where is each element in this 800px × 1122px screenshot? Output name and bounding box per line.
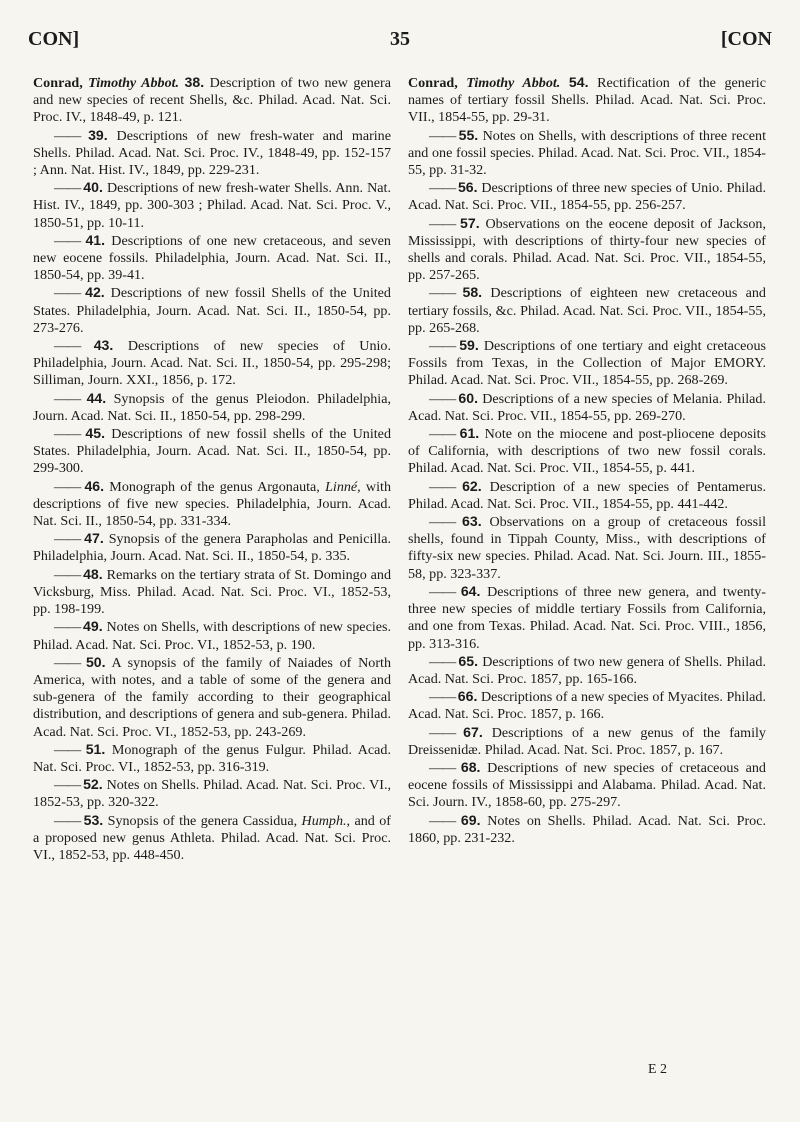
bibliography-entry <box>408 425 766 478</box>
bibliography-entry <box>33 654 391 741</box>
entry-italic: Linné <box>325 478 358 495</box>
entry-number: 61. <box>459 425 480 442</box>
bibliography-entry <box>408 653 766 688</box>
header-left: CON] <box>28 28 80 50</box>
entry-number: 60. <box>458 389 478 406</box>
entry-number: 69. <box>460 811 481 828</box>
header-right: [CON <box>720 28 772 50</box>
entry-number: 40. <box>83 179 103 196</box>
bibliography-entry <box>33 179 391 232</box>
entry-text: Observations on a group of cretaceous fossil shells, found in Tippah County, Miss., with descriptions of fifty-six new species. Philad. Acad. Nat. Sci. Journ. III., 1855-58, pp. 323-337. <box>408 514 766 582</box>
bibliography-entry <box>33 812 391 865</box>
entry-number: 67. <box>463 723 483 740</box>
ditto-dash: —— <box>429 426 460 443</box>
bibliography-entry <box>33 478 391 531</box>
entry-number: 64. <box>460 582 481 599</box>
entry-number: 52. <box>83 776 103 793</box>
ditto-dash: —— <box>54 478 85 495</box>
ditto-dash: —— <box>429 338 460 355</box>
ditto-dash: —— <box>429 390 459 407</box>
ditto-dash: —— <box>54 531 85 548</box>
ditto-dash: —— <box>429 583 461 600</box>
entry-text: Descriptions of a new species of Melania. Philad. Acad. Nat. Sci. Proc. VII., 1854-55, pp. 269-270. <box>408 390 766 424</box>
bibliography-entry <box>33 425 391 478</box>
ditto-dash: —— <box>429 127 459 144</box>
entry-number: 65. <box>458 652 478 669</box>
author-surname: Conrad, <box>33 75 83 91</box>
entry-text: Descriptions of new species of cretaceous and eocene fossils of Mississippi and Alabama. Philad. Acad. Nat. Sci. Journ. IV., 1858-60, pp. 275-297. <box>408 759 766 811</box>
bibliography-entry <box>408 127 766 180</box>
ditto-dash: —— <box>54 654 86 671</box>
entry-number: 66. <box>457 688 478 705</box>
entry-text: Rectification of the generic names of tertiary fossil Shells. Philad. Acad. Nat. Sci. Proc. VII., 1854-55, pp. 29-31. <box>408 75 766 126</box>
ditto-dash: —— <box>429 514 463 531</box>
entry-number: 53. <box>83 811 104 828</box>
entry-text: Descriptions of a new genus of the family Dreissenidæ. Philad. Acad. Nat. Sci. Proc. 1857, p. 167. <box>408 724 766 758</box>
entry-number: 38. <box>184 74 205 90</box>
entry-number: 54. <box>568 74 589 90</box>
entry-text: Descriptions of eighteen new cretaceous and tertiary fossils, &c. Philad. Acad. Nat. Sci. Proc. VII., 1854-55, pp. 265-268. <box>408 285 766 336</box>
author-name <box>408 75 560 91</box>
bibliography-entry <box>408 390 766 425</box>
entry-text: Observations on the eocene deposit of Jackson, Mississippi, with descriptions of thirty-four new species of shells and corals. Philad. Acad. Nat. Sci. Proc. VII., 1854-55, pp. 257-265. <box>408 215 766 284</box>
ditto-dash: —— <box>54 619 84 636</box>
right-column <box>408 74 766 847</box>
ditto-dash: —— <box>54 812 84 829</box>
entry-text: Descriptions of new fossil shells of the United States. Philadelphia, Journ. Acad. Nat. Sci. II., 1850-54, pp. 299-300. <box>33 426 391 477</box>
entry-text: Synopsis of the genera Parapholas and Penicilla. Philadelphia, Journ. Acad. Nat. Sci. II., 1850-54, p. 335. <box>33 531 391 565</box>
entry-number: 42. <box>85 284 105 301</box>
entry-text: Descriptions of three new species of Unio. Philad. Acad. Nat. Sci. Proc. VII., 1854-55, pp. 256-257. <box>408 180 766 214</box>
ditto-dash: —— <box>54 566 84 583</box>
entry-number: 44. <box>86 389 107 406</box>
entry-text: Descriptions of three new genera, and twenty-three new species of middle tertiary Fossils from California, and one from Texas. Philad. Acad. Nat. Sci. Proc. VIII., 1856, pp. 313-316. <box>408 583 766 652</box>
bibliography-entry <box>33 741 391 776</box>
bibliography-entry <box>408 513 766 583</box>
entry-number: 58. <box>462 284 483 301</box>
entry-text: Descriptions of a new species of Myacites. Philad. Acad. Nat. Sci. Proc. 1857, p. 166. <box>408 689 766 723</box>
ditto-dash: —— <box>429 180 458 197</box>
ditto-dash: —— <box>54 127 89 144</box>
entry-number: 62. <box>462 477 482 494</box>
ditto-dash: —— <box>54 180 84 197</box>
entry-number: 63. <box>462 513 482 530</box>
bibliography-entry <box>408 478 766 513</box>
entry-text: Description of two new genera and new species of recent Shells, &c. Philad. Acad. Nat. Sci. Proc. IV., 1848-49, p. 121. <box>33 75 391 126</box>
bibliography-entry <box>408 759 766 812</box>
entry-number: 56. <box>457 179 478 196</box>
entry-number: 55. <box>458 126 479 143</box>
entry-text: Descriptions of new fresh-water and marine Shells. Philad. Acad. Nat. Sci. Proc. IV., 1848-49, pp. 152-157 ; Ann. Nat. Hist. IV., 1849, pp. 229-231. <box>33 127 391 179</box>
bibliography-entry <box>33 776 391 811</box>
ditto-dash: —— <box>429 285 463 302</box>
entry-text: , and of a proposed new genus Athleta. Philad. Acad. Nat. Sci. Proc. VI., 1852-53, pp. 448-450. <box>33 812 391 863</box>
ditto-dash: —— <box>429 689 458 706</box>
entry-number: 43. <box>93 337 114 354</box>
bibliography-entry <box>408 337 766 390</box>
entry-text: Notes on Shells. Philad. Acad. Nat. Sci. Proc. 1860, pp. 231-232. <box>408 812 766 846</box>
bibliography-entry <box>408 284 766 337</box>
entry-text: Notes on Shells, with descriptions of three recent and one fossil species. Philad. Acad. Nat. Sci. Proc. VII., 1854-55, pp. 31-32. <box>408 127 766 179</box>
entry-number: 47. <box>84 530 104 547</box>
signature-mark: E 2 <box>648 1062 668 1077</box>
entry-text: Descriptions of one tertiary and eight cretaceous Fossils from Texas, in the Collection of Major EMORY. Philad. Acad. Nat. Sci. Proc. VII., 1854-55, pp. 268-269. <box>408 338 766 389</box>
entry-text: Synopsis of the genus Pleiodon. Philadelphia, Journ. Acad. Nat. Sci. II., 1850-54, pp. 298-299. <box>33 390 391 424</box>
entry-number: 57. <box>460 214 480 231</box>
author-name <box>33 75 179 91</box>
entry-number: 41. <box>85 231 106 248</box>
entry-text: A synopsis of the family of Naiades of North America, with notes, and a table of some of the genera and sub-genera of the family according to their geographical distribution, and descriptions of genera and sub-genera. Philad. Acad. Nat. Sci. Proc. VI., 1852-53, pp. 243-269. <box>33 654 392 740</box>
ditto-dash: —— <box>429 653 459 670</box>
ditto-dash: —— <box>429 812 461 829</box>
bibliography-entry <box>408 812 766 847</box>
ditto-dash: —— <box>54 285 86 302</box>
entry-text: Description of a new species of Pentamerus. Philad. Acad. Nat. Sci. Proc. VII., 1854-55, pp. 441-442. <box>408 478 766 512</box>
entry-number: 39. <box>88 126 108 143</box>
bibliography-entry <box>408 724 766 759</box>
entry-text: Monograph of the genus Fulgur. Philad. Acad. Nat. Sci. Proc. VI., 1852-53, pp. 316-319. <box>33 741 391 775</box>
entry-number: 49. <box>83 618 103 635</box>
entry-text: Descriptions of new fresh-water Shells. Ann. Nat. Hist. IV., 1849, pp. 300-303 ; Philad. Acad. Nat. Sci. Proc. V., 1850-51, pp. 10-11. <box>33 180 391 231</box>
entry-number: 68. <box>460 758 481 775</box>
ditto-dash: —— <box>429 724 464 741</box>
entry-text: Descriptions of one new cretaceous, and seven new eocene fossils. Philadelphia, Journ. Acad. Nat. Sci. II., 1850-54, pp. 39-41. <box>33 232 391 284</box>
ditto-dash: —— <box>54 777 84 794</box>
bibliography-entry <box>408 179 766 214</box>
entry-number: 46. <box>84 477 105 494</box>
entry-text: Notes on Shells. Philad. Acad. Nat. Sci. Proc. VI., 1852-53, pp. 320-322. <box>33 777 392 811</box>
bibliography-entry <box>408 688 766 723</box>
entry-number: 51. <box>85 740 106 757</box>
bibliography-entry <box>408 583 766 653</box>
ditto-dash: —— <box>429 215 461 232</box>
bibliography-entry <box>33 530 391 565</box>
bibliography-entry <box>33 566 391 619</box>
bibliography-entry <box>33 284 391 337</box>
entry-text-before: Synopsis of the genera Cassidua, <box>107 812 302 829</box>
entry-number: 59. <box>459 337 479 354</box>
bibliography-entry <box>408 215 766 285</box>
entry-number: 45. <box>85 425 105 442</box>
author-given: Timothy Abbot. <box>88 75 180 91</box>
ditto-dash: —— <box>429 478 463 495</box>
entry-text: Descriptions of new species of Unio. Philadelphia, Journ. Acad. Nat. Sci. II., 1850-54, pp. 295-298; Silliman, Journ. XXI., 1856, p. 172. <box>33 338 391 389</box>
bibliography-entry <box>33 337 391 390</box>
ditto-dash: —— <box>54 741 86 758</box>
author-surname: Conrad, <box>408 75 458 91</box>
ditto-dash: —— <box>54 426 86 443</box>
bibliography-entry <box>33 127 391 180</box>
entry-text-before: Monograph of the genus Argonauta, <box>109 478 326 495</box>
left-column <box>33 74 391 864</box>
entry-text: Note on the miocene and post-pliocene deposits of California, with descriptions of two new fossil corals. Philad. Acad. Nat. Sci. Proc. VII., 1854-55, p. 441. <box>408 426 767 477</box>
page-number: 35 <box>390 28 410 50</box>
entry-text: Descriptions of new fossil Shells of the United States. Philadelphia, Journ. Acad. Nat. Sci. II., 1850-54, pp. 273-276. <box>33 285 391 336</box>
entry-text: Remarks on the tertiary strata of St. Domingo and Vicksburg, Miss. Philad. Acad. Nat. Sci. Proc. VI., 1852-53, pp. 198-199. <box>33 566 392 618</box>
author-given: Timothy Abbot. <box>466 75 561 91</box>
entry-text: Notes on Shells, with descriptions of new species. Philad. Acad. Nat. Sci. Proc. VI., 1852-53, p. 190. <box>33 619 391 653</box>
entry-number: 48. <box>83 565 103 582</box>
bibliography-entry <box>33 618 391 653</box>
bibliography-entry <box>33 390 391 425</box>
ditto-dash: —— <box>429 759 461 776</box>
entry-italic: Humph. <box>301 812 347 829</box>
bibliography-entry <box>408 74 766 127</box>
entry-text: , with descriptions of five new species. Philadelphia, Journ. Acad. Nat. Sci. II., 1850-54, pp. 331-334. <box>33 478 391 530</box>
ditto-dash: —— <box>54 390 87 407</box>
ditto-dash: —— <box>54 338 94 355</box>
bibliography-entry <box>33 232 391 285</box>
entry-text: Descriptions of two new genera of Shells. Philad. Acad. Nat. Sci. Proc. 1857, pp. 165-166. <box>408 653 766 687</box>
ditto-dash: —— <box>54 232 86 249</box>
entry-number: 50. <box>85 653 106 670</box>
bibliography-entry <box>33 74 391 127</box>
running-header <box>28 28 772 58</box>
